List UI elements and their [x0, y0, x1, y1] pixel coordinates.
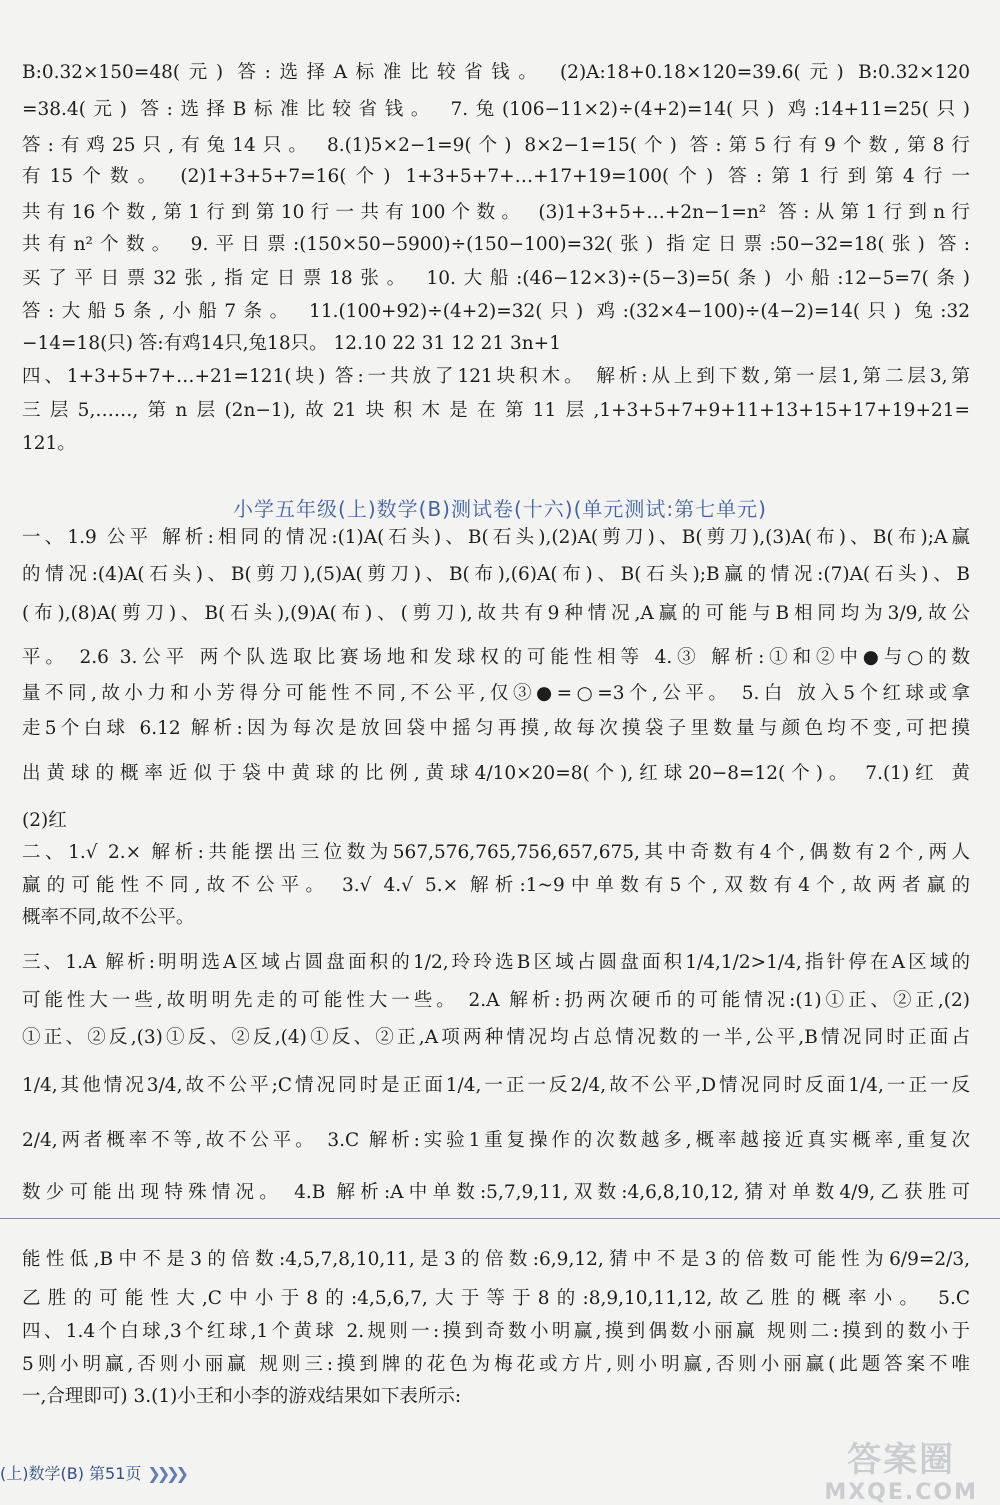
chevron-arrows-icon: ❯❯❯❯ — [147, 1464, 186, 1483]
watermark-url: MXQE.COM — [824, 1480, 978, 1505]
section-title: 小学五年级(上)数学(B)测试卷(十六)(单元测试:第七单元) — [233, 497, 767, 521]
text-line: 5则小明赢,否则小丽赢 规则三:摸到牌的花色为梅花或方片,则小明赢,否则小丽赢(此题答案不唯 — [22, 1354, 970, 1375]
text-line: 数少可能出现特殊情况。 4.B 解析:A中单数:5,7,9,11,双数:4,6,8,10,12,猜对单数4/9,乙获胜可 — [22, 1182, 970, 1203]
footer-text: (上)数学(B) 第51页 — [0, 1464, 142, 1483]
text-line: 量不同,故小力和小芳得分可能性不同,不公平,仅③●=○=3个,公平。 5.白 放入5个红球或拿 — [22, 683, 970, 704]
divider-line — [0, 1218, 1000, 1219]
text-line: ①正、②反,(3)①反、②反,(4)①反、②正,A项两种情况均占总情况数的一半,公平,B情况同时正面占 — [22, 1027, 970, 1048]
text-line: 三层5,……,第n层(2n−1),故21块积木是在第11层,1+3+5+7+9+11+13+15+17+19+21= — [22, 400, 970, 421]
text-line: 能性低,B中不是3的倍数:4,5,7,8,10,11,是3的倍数:6,9,12,猜中不是3的倍数可能性为6/9=2/3, — [22, 1249, 970, 1270]
text-line: 买了平日票32张,指定日票18张。 10.大船:(46−12×3)÷(5−3)=5(条) 小船:12−5=7(条) — [22, 268, 970, 289]
text-line: 出黄球的概率近似于袋中黄球的比例,黄球4/10×20=8(个),红球20−8=12(个)。 7.(1)红 黄 — [22, 763, 970, 784]
text-line: 共有n²个数。 9.平日票:(150×50−5900)÷(150−100)=32(张) 指定日票:50−32=18(张) 答: — [22, 234, 970, 255]
text-line: 概率不同,故不公平。 — [22, 907, 195, 928]
text-line: 一、1.9 公平 解析:相同的情况:(1)A(石头)、B(石头),(2)A(剪刀)、B(剪刀),(3)A(布)、B(布);A赢 — [22, 527, 970, 548]
text-line: 有15个数。 (2)1+3+5+7=16(个) 1+3+5+7+…+17+19=100(个) 答:第1行到第4行一 — [22, 166, 970, 187]
text-line: 赢的可能性不同,故不公平。 3.√ 4.√ 5.× 解析:1~9中单数有5个,双数有4个,故两者赢的 — [22, 875, 970, 896]
text-line: 四、1.4个白球,3个红球,1个黄球 2.规则一:摸到奇数小明赢,摸到偶数小丽赢 规则二:摸到的数小于 — [22, 1321, 970, 1342]
page-footer — [0, 1461, 185, 1484]
text-line: 一,合理即可) 3.(1)小王和小李的游戏结果如下表所示: — [22, 1386, 462, 1407]
text-line: 121。 — [22, 433, 76, 454]
text-line: (2)红 — [22, 810, 67, 831]
text-line: 答:大船5条,小船7条。 11.(100+92)÷(4+2)=32(只) 鸡:(32×4−100)÷(4−2)=14(只) 兔:32 — [22, 301, 970, 322]
watermark-title: 答案圈 — [847, 1440, 956, 1480]
text-line: 2/4,两者概率不等,故不公平。 3.C 解析:实验1重复操作的次数越多,概率越接近真实概率,重复次 — [22, 1130, 970, 1151]
text-line: −14=18(只) 答:有鸡14只,兔18只。 12.10 22 31 12 21 3n+1 — [22, 333, 561, 354]
text-line: 1/4,其他情况3/4,故不公平;C情况同时是正面1/4,一正一反2/4,故不公平,D情况同时反面1/4,一正一反 — [22, 1075, 970, 1096]
text-line: 的情况:(4)A(石头)、B(剪刀),(5)A(剪刀)、B(布),(6)A(布)、B(石头);B赢的情况:(7)A(石头)、B — [22, 564, 970, 585]
text-line: B:0.32×150=48(元) 答:选择A标准比较省钱。 (2)A:18+0.18×120=39.6(元) B:0.32×120 — [22, 62, 970, 83]
text-line: 二、1.√ 2.× 解析:共能摆出三位数为567,576,765,756,657,675,其中奇数有4个,偶数有2个,两人 — [22, 842, 970, 863]
text-line: 共有16个数,第1行到第10行一共有100个数。 (3)1+3+5+…+2n−1=n² 答:从第1行到n行 — [22, 202, 970, 223]
text-line: 走5个白球 6.12 解析:因为每次是放回袋中摇匀再摸,故每次摸袋子里数量与颜色均不变,可把摸 — [22, 718, 970, 739]
text-line: 乙胜的可能性大,C中小于8的:4,5,6,7,大于等于8的:8,9,10,11,12,故乙胜的概率小。 5.C — [22, 1288, 970, 1309]
text-line: 可能性大一些,故明明先走的可能性大一些。 2.A 解析:扔两次硬币的可能情况:(1)①正、②正,(2) — [22, 990, 970, 1011]
text-line: 答:有鸡25只,有兔14只。 8.(1)5×2−1=9(个) 8×2−1=15(个) 答:第5行有9个数,第8行 — [22, 135, 970, 156]
text-line: 四、1+3+5+7+…+21=121(块) 答:一共放了121块积木。 解析:从上到下数,第一层1,第二层3,第 — [22, 366, 970, 387]
text-line: =38.4(元) 答:选择B标准比较省钱。 7.兔(106−11×2)÷(4+2)=14(只) 鸡:14+11=25(只) — [22, 99, 970, 120]
text-line: 三、1.A 解析:明明选A区域占圆盘面积的1/2,玲玲选B区域占圆盘面积1/4,1/2>1/4,指针停在A区域的 — [22, 952, 970, 973]
text-line: 平。 2.6 3.公平 两个队选取比赛场地和发球权的可能性相等 4.③ 解析:①和②中●与○的数 — [22, 647, 970, 668]
watermark-logo — [824, 1432, 978, 1505]
text-line: (布),(8)A(剪刀)、B(石头),(9)A(布)、(剪刀),故共有9种情况,A赢的可能与B相同均为3/9,故公 — [22, 603, 970, 624]
